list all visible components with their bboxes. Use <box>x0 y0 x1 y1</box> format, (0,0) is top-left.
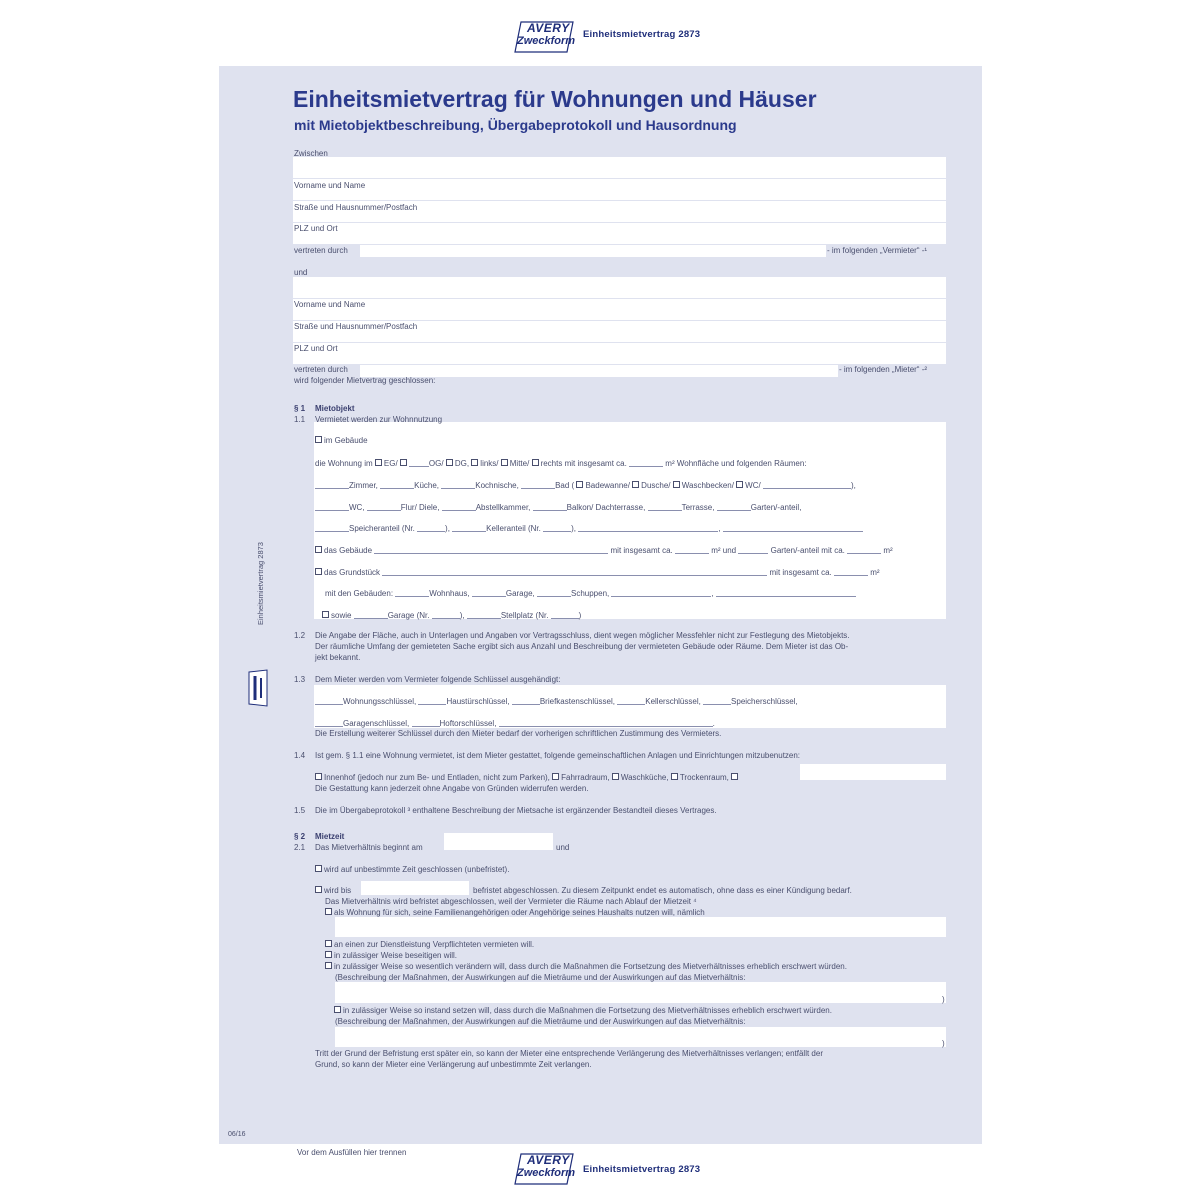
avery-logo-top <box>513 20 577 56</box>
checkbox-grundstueck[interactable] <box>315 568 322 575</box>
checkbox-das-gebaeude[interactable] <box>315 546 322 553</box>
cut-instruction: Vor dem Ausfüllen hier trennen <box>297 1148 407 1157</box>
s2-1-beginnt: Das Mietverhältnis beginnt am <box>315 843 423 852</box>
checkbox-dienstleistung[interactable] <box>325 940 332 947</box>
checkbox-fahrradraum[interactable] <box>552 773 559 780</box>
s2-grund: Das Mietverhältnis wird befristet abgeschlossen, weil der Vermieter die Räume nach Ablauf der Mietzeit ⁴ <box>325 897 697 906</box>
s1-3-note: Die Erstellung weiterer Schlüssel durch den Mieter bedarf der vorherigen schriftlichen Zustimmung des Vermieters. <box>315 729 722 738</box>
s2-veraendern-close: ) <box>942 995 945 1004</box>
checkbox-befristet[interactable] <box>315 886 322 893</box>
field-mieter-1[interactable] <box>293 277 946 298</box>
field-anlagen[interactable] <box>800 764 946 780</box>
s1-number: § 1 <box>294 404 306 413</box>
field-vermieter-5[interactable] <box>360 245 826 257</box>
s1-2-number: 1.2 <box>294 631 306 640</box>
checkbox-mitte[interactable] <box>501 459 508 466</box>
label-geschlossen: wird folgender Mietvertrag geschlossen: <box>294 376 436 385</box>
row-instandsetzen: in zulässiger Weise so instand setzen will, dass durch die Maßnahmen die Fortsetzung des Mietverhältnisses erheblich erschwert würden. <box>334 1006 832 1016</box>
s1-2-line3: jekt bekannt. <box>315 653 361 662</box>
checkbox-waschbecken[interactable] <box>673 481 680 488</box>
checkbox-badewanne[interactable] <box>576 481 583 488</box>
row-unbefristet: wird auf unbestimmte Zeit geschlossen (unbefristet). <box>315 865 509 875</box>
field-mieter-2[interactable] <box>293 299 946 320</box>
checkbox-im-gebaeude[interactable] <box>315 436 322 443</box>
label-vermieter-plz: PLZ und Ort <box>294 224 338 233</box>
row-raeume-2: WC, Flur/ Diele, Abstellkammer, Balkon/ Dachterrasse, Terrasse, Garten/-anteil, <box>315 502 801 513</box>
row-eigenbedarf: als Wohnung für sich, seine Familienangehörigen oder Angehörige seines Haushalts nutzen will, nämlich <box>325 908 705 918</box>
checkbox-veraendern[interactable] <box>325 962 332 969</box>
s1-2-line2: Der räumliche Umfang der gemieteten Sache ergibt sich aus Anzahl und Beschreibung der vermieteten Gebäude oder Räume. Dem Mieter ist das Ob- <box>315 642 849 651</box>
field-vermieter-1[interactable] <box>293 157 946 178</box>
label-und: und <box>294 268 308 277</box>
checkbox-dg[interactable] <box>446 459 453 466</box>
s1-3-number: 1.3 <box>294 675 306 684</box>
row-befristet: wird bis <box>315 886 351 896</box>
doc-subtitle: mit Mietobjektbeschreibung, Übergabeprotokoll und Hausordnung <box>294 117 737 133</box>
checkbox-unbefristet[interactable] <box>315 865 322 872</box>
field-instandsetzen[interactable] <box>335 1027 946 1047</box>
row-wohnung: die Wohnung im EG/ OG/ DG, links/ Mitte/ rechts mit insgesamt ca. m² Wohnfläche und folgenden Räumen: <box>315 459 807 468</box>
field-vermieter-2[interactable] <box>293 179 946 200</box>
logo-avery-text: AVERY <box>527 21 570 35</box>
s2-1-und: und <box>556 843 570 852</box>
avery-side-icon <box>247 668 269 708</box>
product-label-top: Einheitsmietvertrag 2873 <box>583 29 701 40</box>
logo-avery-text-bottom: AVERY <box>527 1153 570 1167</box>
checkbox-eg[interactable] <box>375 459 382 466</box>
s1-4-note: Die Gestattung kann jederzeit ohne Angabe von Gründen widerrufen werden. <box>315 784 589 793</box>
s1-2-line1: Die Angabe der Fläche, auch in Unterlagen und Angaben vor Vertragsschluss, dient wegen möglicher Messfehler nicht zur Festlegung des Mietobjekts. <box>315 631 850 640</box>
checkbox-sowie[interactable] <box>322 611 329 618</box>
field-vermieter-4[interactable] <box>293 223 946 244</box>
label-vermieter-ref: - im folgenden „Vermieter“ -¹ <box>827 246 928 255</box>
label-zwischen: Zwischen <box>294 149 328 158</box>
s1-1-text: Vermietet werden zur Wohnnutzung <box>315 415 443 424</box>
s2-instandsetzen-beschreibung: (Beschreibung der Maßnahmen, der Auswirkungen auf die Mieträume und der Auswirkungen auf das Mietverhältnis: <box>335 1017 746 1026</box>
checkbox-dusche[interactable] <box>632 481 639 488</box>
field-mieter-4[interactable] <box>293 343 946 364</box>
row-grundstueck: das Grundstück mit insgesamt ca. m² <box>315 567 880 578</box>
label-vermieter-name: Vorname und Name <box>294 181 366 190</box>
row-anlagen: Innenhof (jedoch nur zum Be- und Entladen, nicht zum Parken), Fahrradraum, Waschküche, Trockenraum, <box>315 773 740 783</box>
row-sowie: sowie Garage (Nr. ), Stellplatz (Nr. ) <box>322 610 581 621</box>
checkbox-waschkueche[interactable] <box>612 773 619 780</box>
s1-5-text: Die im Übergabeprotokoll ³ enthaltene Beschreibung der Mietsache ist ergänzender Bestandteil dieses Vertrages. <box>315 806 717 815</box>
s2-tritt-line1: Tritt der Grund der Befristung erst später ein, so kann der Mieter eine entsprechende Verlängerung des Mietverhältnisses verlangen; entfällt der <box>315 1049 823 1058</box>
field-veraendern[interactable] <box>335 982 946 1003</box>
s1-title: Mietobjekt <box>315 404 355 413</box>
field-eigenbedarf[interactable] <box>335 917 946 937</box>
label-mieter-name: Vorname und Name <box>294 300 366 309</box>
field-befristet-datum[interactable] <box>361 881 469 895</box>
field-beginn-datum[interactable] <box>444 833 553 850</box>
checkbox-og[interactable] <box>400 459 407 466</box>
row-das-gebaeude: das Gebäude mit insgesamt ca. m² und Garten/-anteil mit ca. m² <box>315 545 893 556</box>
row-gebaeude-liste: mit den Gebäuden: Wohnhaus, Garage, Schuppen, , <box>325 588 856 599</box>
checkbox-innenhof[interactable] <box>315 773 322 780</box>
doc-title: Einheitsmietvertrag für Wohnungen und Häuser <box>293 86 817 112</box>
s1-4-number: 1.4 <box>294 751 306 760</box>
checkbox-trockenraum[interactable] <box>671 773 678 780</box>
checkbox-wc[interactable] <box>736 481 743 488</box>
s2-befristet-text: befristet abgeschlossen. Zu diesem Zeitpunkt endet es automatisch, ohne dass es einer Kündigung bedarf. <box>473 886 852 895</box>
label-vermieter-vertreten: vertreten durch <box>294 246 348 255</box>
s2-veraendern-beschreibung: (Beschreibung der Maßnahmen, der Auswirkungen auf die Mieträume und der Auswirkungen auf das Mietverhältnis: <box>335 973 746 982</box>
s1-1-number: 1.1 <box>294 415 306 424</box>
version-code: 06/16 <box>228 1131 246 1138</box>
logo-zweckform-text-bottom: Zweckform <box>517 1167 576 1179</box>
avery-logo-bottom <box>513 1152 577 1188</box>
row-raeume-1: Zimmer, Küche, Kochnische, Bad ( Badewanne/ Dusche/ Waschbecken/ WC/ ), <box>315 480 856 491</box>
row-veraendern: in zulässiger Weise so wesentlich verändern will, dass durch die Maßnahmen die Fortsetzung des Mietverhältnisses erheblich erschwert würden. <box>325 962 847 972</box>
checkbox-eigenbedarf[interactable] <box>325 908 332 915</box>
s2-instandsetzen-close: ) <box>942 1039 945 1048</box>
s1-3-text: Dem Mieter werden vom Vermieter folgende Schlüssel ausgehändigt: <box>315 675 561 684</box>
s2-tritt-line2: Grund, so kann der Mieter eine Verlängerung auf unbestimmte Zeit verlangen. <box>315 1060 592 1069</box>
label-vermieter-street: Straße und Hausnummer/Postfach <box>294 203 418 212</box>
row-schluessel-1: Wohnungsschlüssel, Haustürschlüssel, Briefkastenschlüssel, Kellerschlüssel, Speicherschlüssel, <box>315 696 798 707</box>
product-label-bottom: Einheitsmietvertrag 2873 <box>583 1164 701 1175</box>
label-mieter-ref: - im folgenden „Mieter“ -² <box>839 365 928 374</box>
checkbox-rechts[interactable] <box>532 459 539 466</box>
s1-5-number: 1.5 <box>294 806 306 815</box>
avery-logo-side <box>247 668 269 708</box>
row-dienstleistung: an einen zur Dienstleistung Verpflichteten vermieten will. <box>325 940 534 950</box>
logo-zweckform-text: Zweckform <box>517 35 576 47</box>
s1-4-text: Ist gem. § 1.1 eine Wohnung vermietet, ist dem Mieter gestattet, folgende gemeinschaftlichen Anlagen und Einrichtungen mitzubenutzen: <box>315 751 801 760</box>
checkbox-anlage-sonstige[interactable] <box>731 773 738 780</box>
row-schluessel-2: Garagenschlüssel, Hoftorschlüssel, . <box>315 718 715 729</box>
label-mieter-vertreten: vertreten durch <box>294 365 348 374</box>
s2-title: Mietzeit <box>315 832 345 841</box>
row-beseitigen: in zulässiger Weise beseitigen will. <box>325 951 457 961</box>
checkbox-beseitigen[interactable] <box>325 951 332 958</box>
checkbox-instandsetzen[interactable] <box>334 1006 341 1013</box>
label-mieter-street: Straße und Hausnummer/Postfach <box>294 322 418 331</box>
s2-number: § 2 <box>294 832 306 841</box>
side-product-label: Einheitsmietvertrag 2873 <box>256 542 265 625</box>
label-mieter-plz: PLZ und Ort <box>294 344 338 353</box>
s2-1-number: 2.1 <box>294 843 306 852</box>
row-raeume-3: Speicheranteil (Nr. ), Kelleranteil (Nr. ), , <box>315 523 863 534</box>
checkbox-links[interactable] <box>471 459 478 466</box>
row-im-gebaeude: im Gebäude <box>315 436 368 446</box>
